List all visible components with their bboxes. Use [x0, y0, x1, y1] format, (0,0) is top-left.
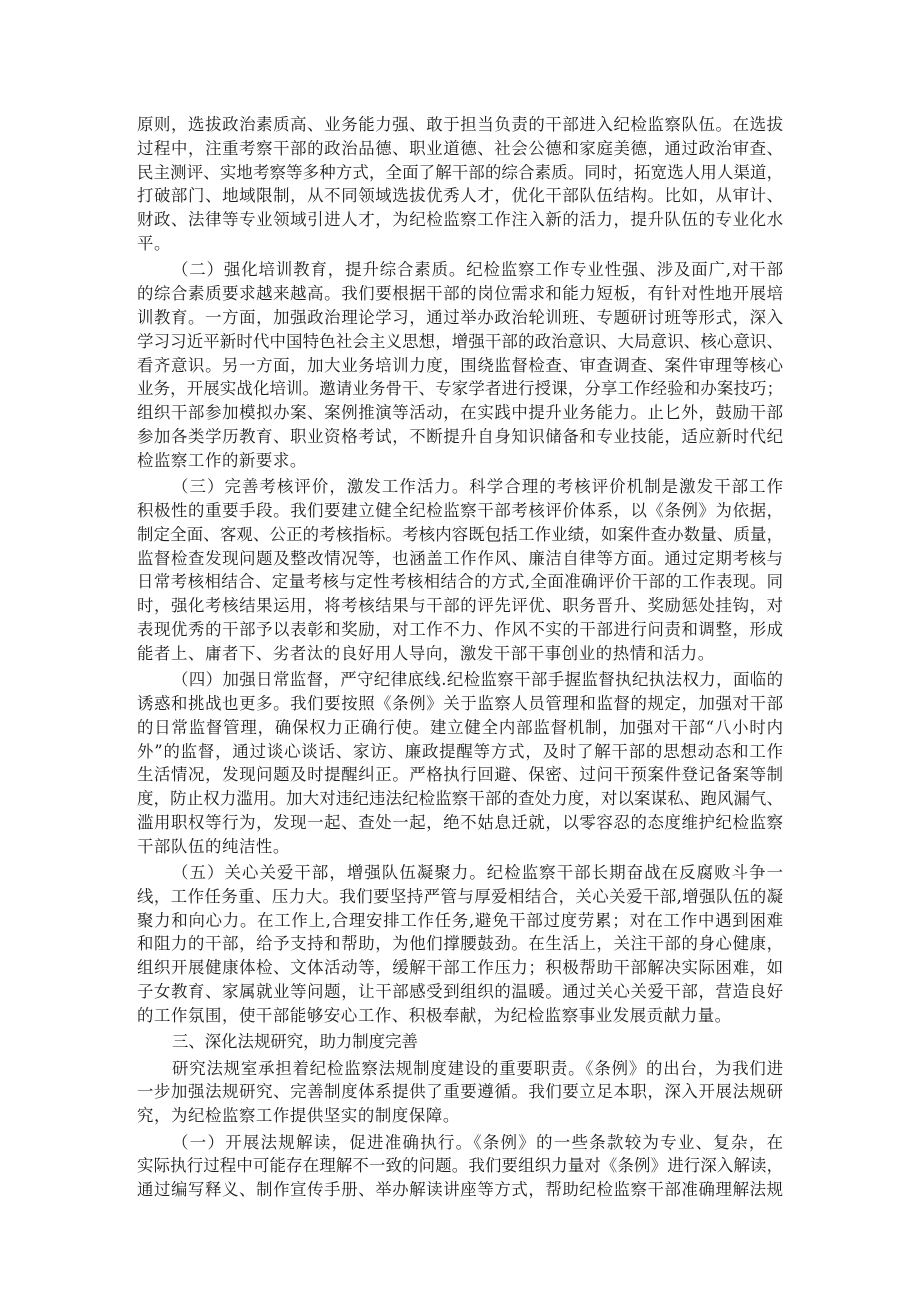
paragraph-line: 聚力和向心力。在工作上,合理安排工作任务,避免干部过度劳累；对在工作中遇到困难 — [137, 910, 783, 930]
section-heading-text: 三、深化法规研究，助力制度完善 — [172, 1032, 418, 1052]
paragraph-line: 和阻力的干部，给予支持和帮助，为他们撑腰鼓劲。在生活上，关注干部的身心健康， — [137, 934, 783, 954]
paragraph-line: 能者上、庸者下、劣者汰的良好用人导向，激发干部干事创业的热情和活力。 — [137, 643, 715, 663]
paragraph-line: 过程中，注重考察干部的政治品德、职业道德、社会公德和家庭美德，通过政治审查、 — [137, 138, 783, 158]
paragraph-line: 打破部门、地域限制，从不同领域选拔优秀人才，优化干部队伍结构。比如，从审计、 — [137, 186, 783, 206]
paragraph-selection-continuation — [137, 113, 783, 256]
paragraph-line: 干部队伍的纯洁性。 — [137, 836, 290, 856]
paragraph-line: 学习习近平新时代中国特色社会主义思想，增强干部的政治意识、大局意识、核心意识、 — [137, 331, 783, 351]
paragraph-line: 积极性的重要手段。我们要建立健全纪检监察干部考核评价体系，以《条例》为依据， — [137, 500, 783, 520]
paragraph-line: （三）完善考核评价，激发工作活力。科学合理的考核评价机制是激发干部工作 — [172, 477, 783, 497]
paragraph-line: 度，防止权力滥用。加大对违纪违法纪检监察干部的查处力度，对以案谋私、跑风漏气、 — [137, 789, 783, 809]
paragraph-line: 生活情况，发现问题及时提醒纠正。严格执行回避、保密、过问干预案件登记备案等制 — [137, 765, 783, 785]
paragraph-training-education — [137, 258, 783, 472]
paragraph-line: 的综合素质要求越来越高。我们要根据干部的岗位需求和能力短板，有针对性地开展培 — [137, 284, 783, 304]
paragraph-line: 的日常监督管理，确保权力正确行使。建立健全内部监督机制，加强对干部“八小时内 — [137, 717, 783, 737]
paragraph-line: 实际执行过程中可能存在理解不一致的问题。我们要组织力量对《条例》进行深入解读， — [137, 1156, 783, 1176]
paragraph-line: 究，为纪检监察工作提供坚实的制度保障。 — [137, 1106, 460, 1126]
paragraph-line: （二）强化培训教育，提升综合素质。纪检监察工作专业性强、涉及面广,对干部 — [172, 260, 783, 280]
section-heading — [137, 1030, 783, 1054]
paragraph-line: 监督检查发现问题及整改情况等，也涵盖工作作风、廉洁自律等方面。通过定期考核与 — [137, 548, 783, 568]
paragraph-line: 时，强化考核结果运用，将考核结果与干部的评先评优、职务晋升、奖励惩处挂钩，对 — [137, 596, 783, 616]
paragraph-regulation-research — [137, 1057, 783, 1128]
paragraph-line: 检监察工作的新要求。 — [137, 450, 307, 470]
paragraph-caring-for-cadres — [137, 861, 783, 1028]
paragraph-line: 诱惑和挑战也更多。我们要按照《条例》关于监察人员管理和监督的规定，加强对干部 — [137, 693, 783, 713]
paragraph-line: （一）开展法规解读，促进准确执行。《条例》的一些条款较为专业、复杂，在 — [172, 1132, 783, 1152]
paragraph-line: 研究法规室承担着纪检监察法规制度建设的重要职责。《条例》的出台，为我们进 — [172, 1058, 783, 1078]
paragraph-line: 一步加强法规研究、完善制度体系提供了重要遵循。我们要立足本职，深入开展法规研 — [137, 1082, 783, 1102]
paragraph-line: 滥用职权等行为，发现一起、查处一起，绝不姑息迁就，以零容忍的态度维护纪检监察 — [137, 812, 783, 832]
paragraph-line: 组织开展健康体检、文体活动等，缓解干部工作压力；积极帮助干部解决实际困难，如 — [137, 958, 783, 978]
paragraph-regulation-interpretation — [137, 1131, 783, 1202]
paragraph-line: （五）关心关爱干部，增强队伍凝聚力。纪检监察干部长期奋战在反腐败斗争一 — [172, 863, 783, 883]
paragraph-line: 财政、法律等专业领域引进人才，为纪检监察工作注入新的活力，提升队伍的专业化水 — [137, 210, 783, 230]
paragraph-daily-supervision — [137, 668, 783, 858]
paragraph-line: 民主测评、实地考察等多种方式，全面了解干部的综合素质。同时，拓宽选人用人渠道， — [137, 162, 783, 182]
paragraph-line: 外”的监督，通过谈心谈话、家访、廉政提醒等方式，及时了解干部的思想动态和工作 — [137, 741, 783, 761]
paragraph-line: 原则，选拔政治素质高、业务能力强、敢于担当负责的干部进入纪检监察队伍。在选拔 — [137, 115, 783, 134]
paragraph-line: 制定全面、客观、公正的考核指标。考核内容既包括工作业绩，如案件查办数量、质量， — [137, 524, 783, 544]
paragraph-assessment — [137, 475, 783, 665]
paragraph-line: 组织干部参加模拟办案、案例推演等活动，在实践中提升业务能力。止匕外，鼓励干部 — [137, 403, 783, 423]
paragraph-line: 表现优秀的干部予以表彰和奖励，对工作不力、作风不实的干部进行问责和调整，形成 — [137, 619, 783, 639]
paragraph-line: 通过编写释义、制作宣传手册、举办解读讲座等方式，帮助纪检监察干部准确理解法规 — [137, 1180, 783, 1200]
paragraph-line: 业务，开展实战化培训。邀请业务骨干、专家学者进行授课，分享工作经验和办案技巧； — [137, 379, 783, 399]
paragraph-line: 看齐意识。另一方面，加大业务培训力度，围绕监督检查、审查调查、案件审理等核心 — [137, 355, 783, 375]
paragraph-line: 线，工作任务重、压力大。我们要坚持严管与厚爱相结合，关心关爱干部,增强队伍的凝 — [137, 886, 783, 906]
paragraph-line: （四）加强日常监督，严守纪律底线.纪检监察干部手握监督执纪执法权力，面临的 — [172, 670, 783, 690]
document-body — [137, 113, 783, 1202]
paragraph-line: 训教育。一方面，加强政治理论学习，通过举办政治轮训班、专题研讨班等形式，深入 — [137, 307, 783, 327]
paragraph-line: 平。 — [137, 233, 171, 253]
paragraph-line: 子女教育、家属就业等问题，让干部感受到组织的温暖。通过关心关爱干部，营造良好 — [137, 982, 783, 1002]
paragraph-line: 的工作氛围，使干部能够安心工作、积极奉献，为纪检监察事业发展贡献力量。 — [137, 1005, 732, 1025]
paragraph-line: 参加各类学历教育、职业资格考试，不断提升自身知识储备和专业技能，适应新时代纪 — [137, 426, 783, 446]
paragraph-line: 日常考核相结合、定量考核与定性考核相结合的方式,全面准确评价干部的工作表现。同 — [137, 572, 783, 592]
